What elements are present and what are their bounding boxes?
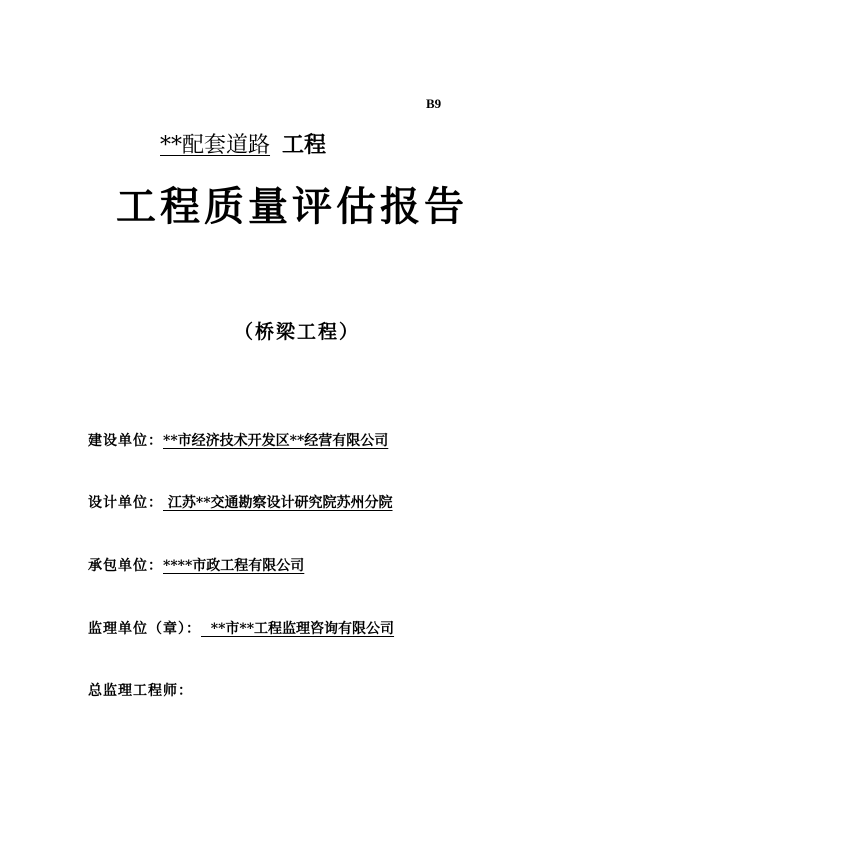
chief-supervisor-row xyxy=(88,680,193,702)
construction-unit-row xyxy=(88,430,392,452)
project-title-line xyxy=(160,130,326,161)
construction-unit-label: 建设单位： xyxy=(88,433,163,449)
design-unit-label: 设计单位： xyxy=(88,495,163,511)
project-suffix: 工程 xyxy=(282,132,327,158)
report-subtitle: （桥梁工程） xyxy=(234,321,361,343)
contractor-unit-value: ****市政工程有限公司 xyxy=(163,558,305,574)
construction-unit-value: **市经济技术开发区**经营有限公司 xyxy=(163,433,389,449)
design-unit-row xyxy=(88,492,397,514)
design-unit-value: 江苏**交通勘察设计研究院苏州分院 xyxy=(163,495,393,511)
supervision-unit-value: **市**工程监理咨询有限公司 xyxy=(201,621,395,637)
supervision-unit-label: 监理单位（章）： xyxy=(88,621,201,637)
supervision-unit-row xyxy=(88,618,398,640)
contractor-unit-label: 承包单位： xyxy=(88,558,163,574)
project-name: **配套道路 xyxy=(160,133,271,158)
contractor-unit-row xyxy=(88,555,308,577)
report-title: 工程质量评估报告 xyxy=(116,183,468,230)
form-code: B9 xyxy=(426,96,442,111)
chief-supervisor-label: 总监理工程师： xyxy=(88,683,193,699)
